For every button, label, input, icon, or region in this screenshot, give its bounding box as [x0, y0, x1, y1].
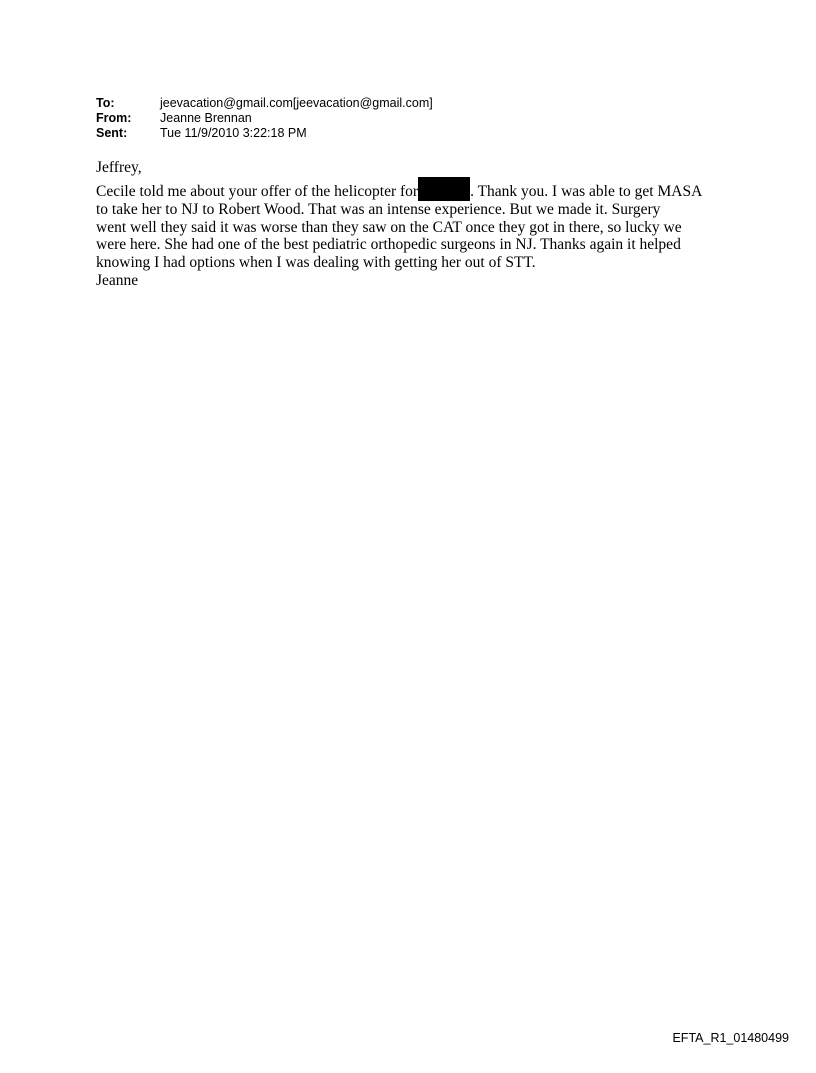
document-id: EFTA_R1_01480499	[672, 1031, 789, 1045]
body-line-1-before: Cecile told me about your offer of the helicopter for	[96, 182, 419, 200]
header-sent-row	[96, 126, 433, 141]
header-from-row	[96, 111, 433, 126]
from-value: Jeanne Brennan	[160, 111, 252, 125]
to-value: jeevacation@gmail.com[jeevacation@gmail.com]	[160, 96, 433, 110]
header-to-row	[96, 96, 433, 111]
body-line-2: to take her to NJ to Robert Wood. That was an intense experience. But we made it. Surgery	[96, 200, 661, 218]
redaction-box	[418, 177, 470, 201]
sent-value: Tue 11/9/2010 3:22:18 PM	[160, 126, 307, 140]
body-line-1-after: . Thank you. I was able to get MASA	[470, 182, 703, 200]
body-line-3: went well they said it was worse than they saw on the CAT once they got in there, so lucky we	[96, 218, 682, 236]
email-body	[96, 159, 736, 290]
body-line-1	[96, 177, 736, 201]
sent-label: Sent:	[96, 126, 128, 140]
body-line-5: knowing I had options when I was dealing with getting her out of STT.	[96, 254, 536, 272]
greeting: Jeffrey,	[96, 159, 142, 176]
to-label: To:	[96, 96, 115, 110]
from-label: From:	[96, 111, 132, 125]
email-header	[96, 96, 433, 141]
signature: Jeanne	[96, 271, 139, 289]
body-line-4: were here. She had one of the best pediatric orthopedic surgeons in NJ. Thanks again it helped	[96, 236, 681, 254]
